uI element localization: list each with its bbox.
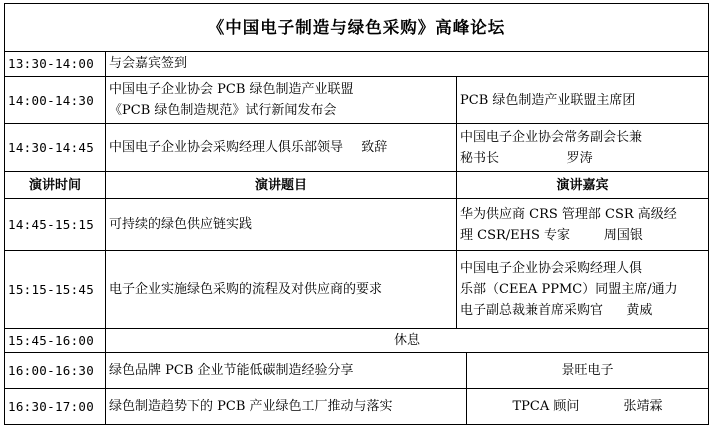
header-time: 演讲时间: [5, 172, 106, 199]
agenda-row: [5, 353, 709, 389]
time-cell: 15:45-16:00: [5, 329, 106, 353]
speaker-cell: PCB 绿色制造产业联盟主席团: [457, 76, 709, 124]
topic-cell: 电子企业实施绿色采购的流程及对供应商的要求: [106, 251, 457, 329]
time-cell: 16:30-17:00: [5, 389, 106, 425]
time-cell: 16:00-16:30: [5, 353, 106, 389]
speaker-name: 周国银: [603, 227, 643, 243]
header-row: [5, 172, 709, 199]
topic-cell: 绿色品牌 PCB 企业节能低碳制造经验分享: [106, 353, 467, 389]
time-cell: 15:15-15:45: [5, 251, 106, 329]
agenda-row: [5, 199, 709, 251]
break-row: [5, 329, 709, 353]
agenda-row: [5, 124, 709, 172]
topic-line: 《PCB 绿色制造规范》试行新闻发布会: [109, 103, 337, 119]
topic-suffix: 致辞: [361, 140, 388, 156]
agenda-row: [5, 389, 709, 425]
topic-text: 中国电子企业协会采购经理人俱乐部领导: [109, 140, 344, 156]
topic-cell: 绿色制造趋势下的 PCB 产业绿色工厂推动与落实: [106, 389, 467, 425]
break-label: 休息: [106, 329, 709, 353]
speaker-line: 华为供应商 CRS 管理部 CSR 高级经: [460, 206, 677, 222]
speaker-line: 乐部（CEEA PPMC）同盟主席/通力: [460, 282, 678, 298]
topic-cell: [106, 124, 457, 172]
forum-title: 《中国电子制造与绿色采购》高峰论坛: [5, 4, 709, 52]
agenda-table: [4, 3, 709, 425]
topic-cell: [106, 76, 457, 124]
topic-line: 中国电子企业协会 PCB 绿色制造产业联盟: [109, 82, 354, 98]
header-speaker: 演讲嘉宾: [457, 172, 709, 199]
agenda-row: [5, 51, 709, 76]
time-cell: 14:00-14:30: [5, 76, 106, 124]
speaker-cell: [467, 389, 709, 425]
speaker-line: 电子副总裁兼首席采购官: [460, 303, 604, 319]
header-topic: 演讲题目: [106, 172, 457, 199]
speaker-cell: 景旺电子: [467, 353, 709, 389]
time-cell: 14:45-15:15: [5, 199, 106, 251]
speaker-cell: [457, 199, 709, 251]
speaker-cell: [457, 124, 709, 172]
speaker-line: 秘书长: [460, 150, 500, 166]
speaker-name: 黄威: [626, 303, 653, 319]
speaker-line: 中国电子企业协会常务副会长兼: [460, 129, 643, 145]
speaker-line: 中国电子企业协会采购经理人俱: [460, 261, 643, 277]
speaker-name: 罗涛: [566, 150, 593, 166]
title-row: [5, 4, 709, 52]
speaker-cell: [457, 251, 709, 329]
topic-cell: 与会嘉宾签到: [106, 51, 709, 76]
agenda-row: [5, 251, 709, 329]
time-cell: 14:30-14:45: [5, 124, 106, 172]
agenda-row: [5, 76, 709, 124]
speaker-line: 理 CSR/EHS 专家: [460, 227, 571, 243]
time-cell: 13:30-14:00: [5, 51, 106, 76]
speaker-role: TPCA 顾问: [512, 399, 580, 415]
speaker-name: 张靖霖: [623, 399, 663, 415]
topic-cell: 可持续的绿色供应链实践: [106, 199, 457, 251]
